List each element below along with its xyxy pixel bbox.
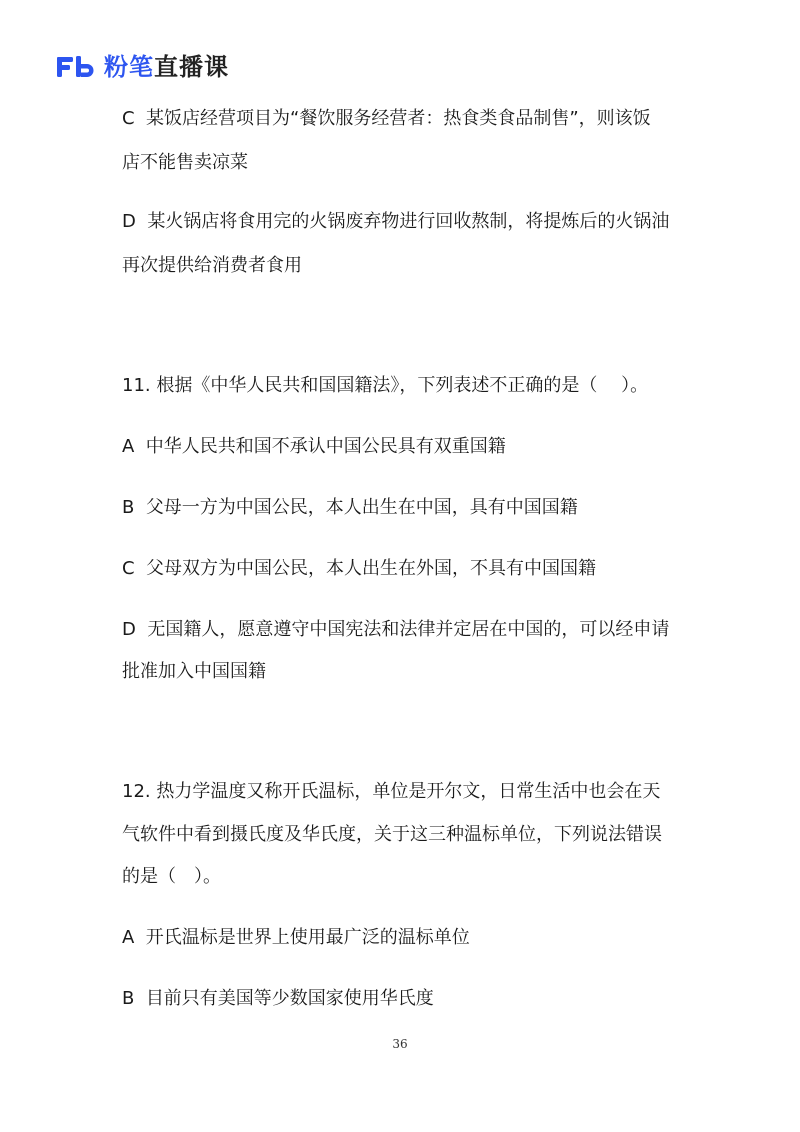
q12-option-b bbox=[122, 986, 434, 1012]
option-text: 父母双方为中国公民，本人出生在外国，不具有中国国籍 bbox=[146, 558, 597, 579]
option-label: A bbox=[122, 436, 135, 457]
question-12-stem-line-2: 气软件中看到摄氏度及华氏度，关于这三种温标单位，下列说法错误 bbox=[122, 824, 662, 845]
option-c-line-1 bbox=[122, 106, 651, 132]
brand-suffix: 直播课 bbox=[154, 53, 229, 81]
brand-header bbox=[56, 50, 229, 84]
option-text: 目前只有美国等少数国家使用华氏度 bbox=[145, 988, 434, 1009]
option-label: D bbox=[122, 619, 136, 640]
option-label: C bbox=[122, 108, 135, 129]
q11-option-d-line-2: 批准加入中国国籍 bbox=[122, 661, 266, 682]
option-label: B bbox=[122, 497, 135, 518]
q11-option-a bbox=[122, 434, 506, 460]
question-12-stem-line-1 bbox=[122, 779, 660, 805]
option-text: 开氏温标是世界上使用最广泛的温标单位 bbox=[145, 927, 470, 948]
page-number: 36 bbox=[392, 1037, 408, 1051]
q11-option-d-line-1 bbox=[122, 617, 669, 643]
option-text: 父母一方为中国公民，本人出生在中国，具有中国国籍 bbox=[145, 497, 578, 518]
option-label: C bbox=[122, 558, 135, 579]
question-text: 热力学温度又称开氏温标，单位是开尔文，日常生活中也会在天 bbox=[156, 781, 661, 802]
option-d-line-1 bbox=[122, 209, 669, 235]
option-text: 中华人民共和国不承认中国公民具有双重国籍 bbox=[145, 436, 506, 457]
option-label: D bbox=[122, 211, 136, 232]
option-c-line-2: 店不能售卖凉菜 bbox=[122, 152, 248, 173]
fb-logo-icon bbox=[56, 55, 96, 79]
option-d-line-2: 再次提供给消费者食用 bbox=[122, 255, 302, 276]
q11-option-b bbox=[122, 495, 578, 521]
q12-option-a bbox=[122, 925, 470, 951]
option-text: 某火锅店将食用完的火锅废弃物进行回收熬制，将提炼后的火锅油 bbox=[147, 211, 670, 232]
q11-option-c bbox=[122, 556, 596, 582]
question-12-stem-line-3: 的是（ ）。 bbox=[122, 866, 221, 887]
question-11-stem bbox=[122, 373, 648, 399]
question-number: 11. bbox=[122, 375, 151, 396]
question-number: 12. bbox=[122, 781, 151, 802]
brand-name: 粉笔 bbox=[104, 53, 154, 81]
option-text: 某饭店经营项目为“餐饮服务经营者：热食类食品制售”，则该饭 bbox=[146, 108, 651, 129]
question-text: 根据《中华人民共和国国籍法》，下列表述不正确的是（ ）。 bbox=[156, 375, 649, 396]
option-label: A bbox=[122, 927, 135, 948]
option-label: B bbox=[122, 988, 135, 1009]
option-text: 无国籍人，愿意遵守中国宪法和法律并定居在中国的，可以经申请 bbox=[147, 619, 670, 640]
